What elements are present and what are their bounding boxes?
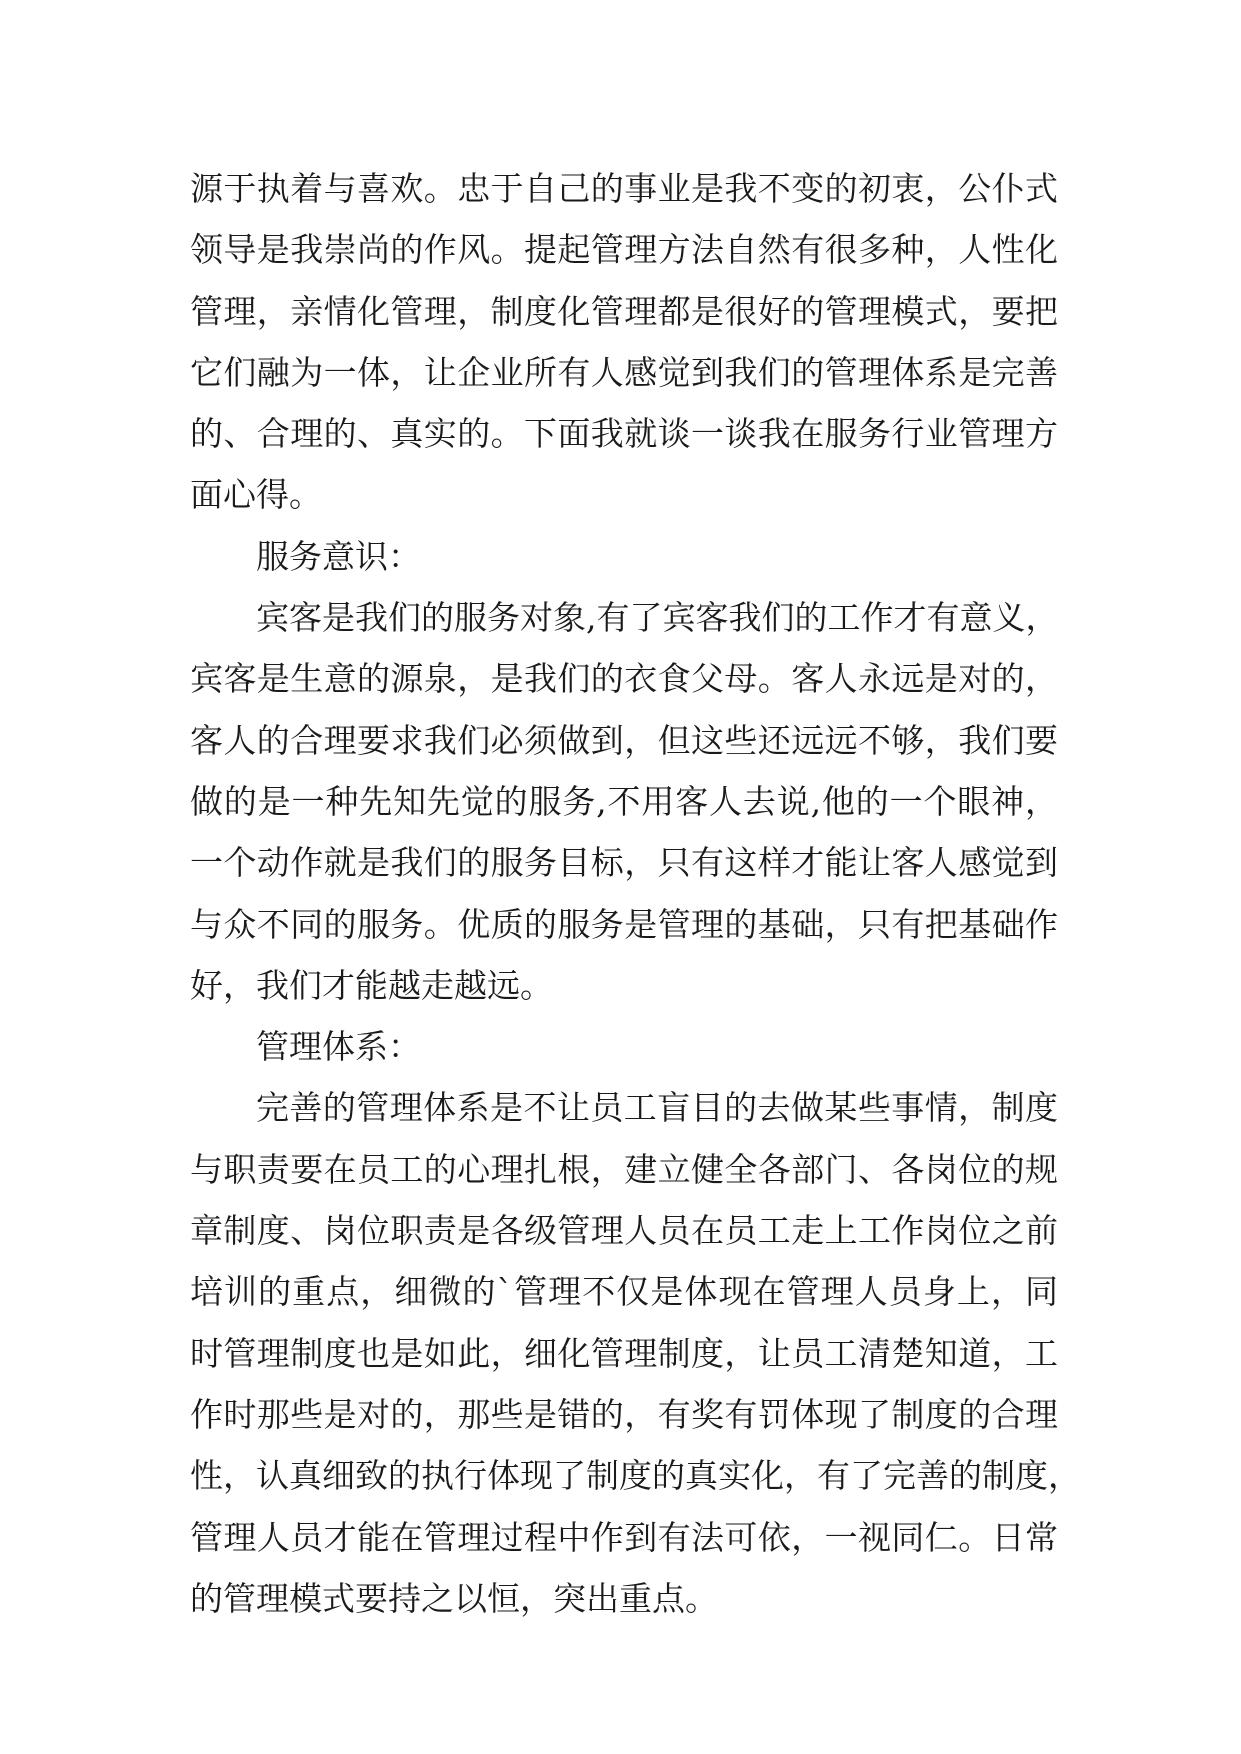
text-line: 好，我们才能越走越远。 xyxy=(190,965,553,1005)
text-line: 领导是我崇尚的作风。提起管理方法自然有很多种，人性化 xyxy=(190,230,1058,270)
text-line: 管理人员才能在管理过程中作到有法可依，一视同仁。日常 xyxy=(190,1517,1058,1557)
text-line: 培训的重点，细微的`管理不仅是体现在管理人员身上，同 xyxy=(190,1272,1058,1312)
text-line: 管理，亲情化管理，制度化管理都是很好的管理模式，要把 xyxy=(190,291,1058,331)
text-line: 性，认真细致的执行体现了制度的真实化，有了完善的制度， xyxy=(190,1456,1081,1496)
text-line: 宾客是生意的源泉，是我们的衣食父母。客人永远是对的， xyxy=(190,659,1058,699)
section-heading-service-awareness: 服务意识： xyxy=(256,536,421,576)
text-line: 的管理模式要持之以恒，突出重点。 xyxy=(190,1578,718,1618)
document-body xyxy=(190,158,1081,1629)
text-line: 的、合理的、真实的。下面我就谈一谈我在服务行业管理方 xyxy=(190,414,1058,454)
text-line: 源于执着与喜欢。忠于自己的事业是我不变的初衷，公仆式 xyxy=(190,169,1058,208)
text-line: 它们融为一体，让企业所有人感觉到我们的管理体系是完善 xyxy=(190,352,1058,392)
text-line: 与职责要在员工的心理扎根，建立健全各部门、各岗位的规 xyxy=(190,1149,1058,1189)
text-line: 一个动作就是我们的服务目标，只有这样才能让客人感觉到 xyxy=(190,843,1058,883)
text-line: 完善的管理体系是不让员工盲目的去做某些事情，制度 xyxy=(256,1088,1058,1128)
text-line: 宾客是我们的服务对象,有了宾客我们的工作才有意义， xyxy=(256,598,1059,638)
text-line: 与众不同的服务。优质的服务是管理的基础，只有把基础作 xyxy=(190,904,1058,944)
text-line: 面心得。 xyxy=(190,475,322,515)
text-line: 时管理制度也是如此，细化管理制度，让员工清楚知道，工 xyxy=(190,1333,1058,1373)
text-line: 做的是一种先知先觉的服务,不用客人去说,他的一个眼神， xyxy=(190,781,1058,821)
text-line: 章制度、岗位职责是各级管理人员在员工走上工作岗位之前 xyxy=(190,1211,1058,1251)
text-line: 作时那些是对的，那些是错的，有奖有罚体现了制度的合理 xyxy=(190,1394,1058,1434)
text-line: 客人的合理要求我们必须做到，但这些还远远不够，我们要 xyxy=(190,720,1058,760)
section-heading-management-system: 管理体系： xyxy=(256,1027,421,1067)
